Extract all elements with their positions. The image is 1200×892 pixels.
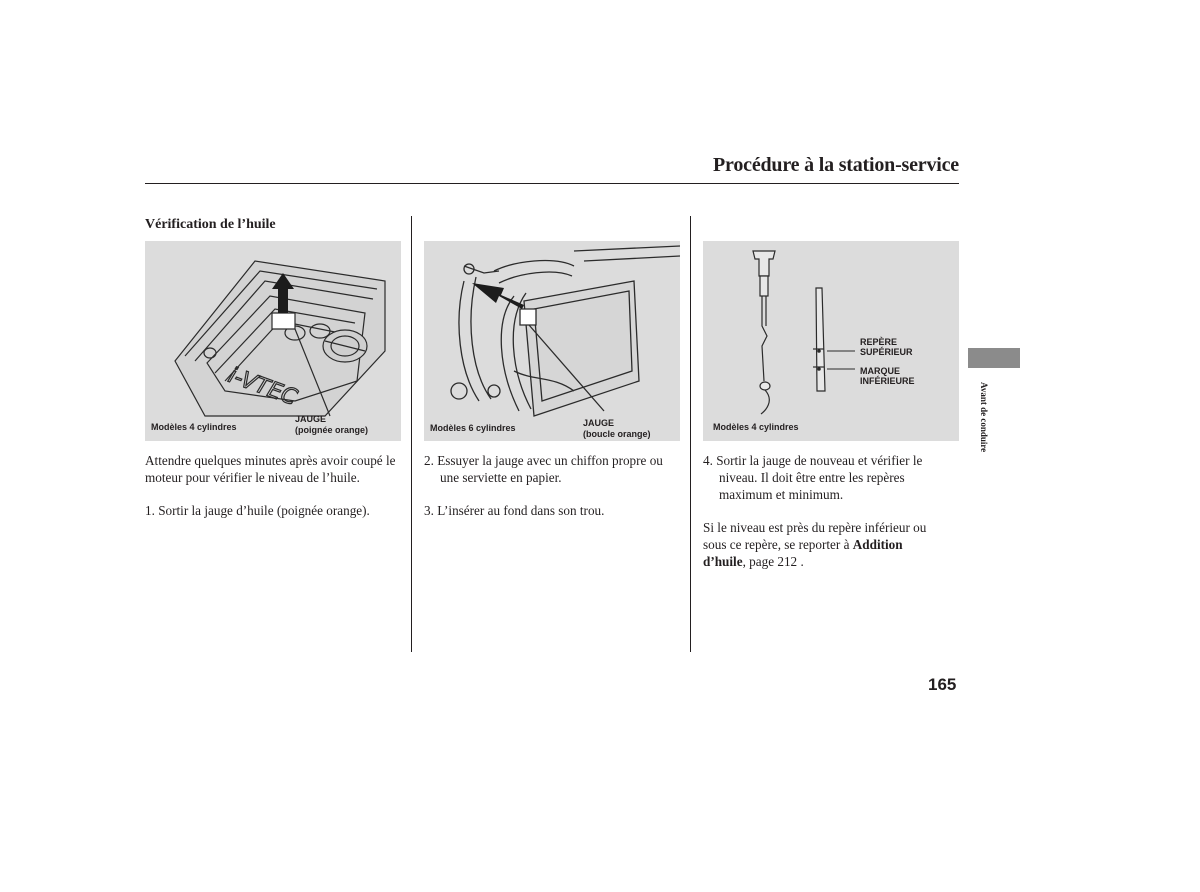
figure-caption-model: Modèles 4 cylindres [713, 422, 799, 432]
upper-mark-label-sub: SUPÉRIEUR [860, 347, 913, 357]
dipstick-label-sub: (poignée orange) [295, 425, 369, 435]
step-2: 2. Essuyer la jauge avec un chiffon propre ou [424, 453, 663, 468]
figure-dipstick [703, 241, 959, 441]
page-number: 165 [928, 675, 957, 694]
step-4-cont2: maximum et minimum. [719, 487, 844, 502]
figure-4cyl-engine [145, 241, 401, 441]
header-rule [145, 183, 959, 184]
section-heading: Vérification de l’huile [145, 217, 276, 232]
engine-4cyl-illustration [145, 241, 401, 441]
figure-caption-model: Modèles 4 cylindres [151, 422, 237, 432]
engine-6cyl-illustration [424, 241, 680, 441]
figure-caption-model: Modèles 6 cylindres [430, 423, 516, 433]
dipstick-label-sub: (boucle orange) [583, 429, 651, 439]
svg-text:i-VTEC: i-VTEC [224, 363, 301, 411]
note-page-ref: , page 212 . [742, 554, 804, 569]
note-text: Si le niveau est près du repère inférieur ou sous ce repère, se reporter à [703, 520, 927, 552]
step-4-cont: niveau. Il doit être entre les repères [719, 470, 905, 485]
column-divider-1 [411, 216, 412, 652]
column-divider-2 [690, 216, 691, 652]
lower-mark-label: MARQUE [860, 366, 900, 376]
step-2-cont: une serviette en papier. [440, 470, 562, 485]
step-3: 3. L’insérer au fond dans son trou. [424, 503, 605, 518]
note-paragraph [703, 519, 948, 570]
dipstick-label: JAUGE [583, 418, 615, 428]
oil-addition-link[interactable]: Addition d’huile [703, 537, 903, 569]
chapter-tab [968, 348, 1020, 368]
figure-6cyl-engine [424, 241, 680, 441]
step-4: 4. Sortir la jauge de nouveau et vérifier le [703, 453, 923, 468]
intro-paragraph: Attendre quelques minutes après avoir coupé le moteur pour vérifier le niveau de l’huile. [145, 453, 396, 485]
chapter-tab-label: Avant de conduire [979, 382, 989, 453]
upper-mark-label: REPÈRE [860, 337, 898, 347]
lower-mark-label-sub: INFÉRIEURE [860, 376, 915, 386]
page-title: Procédure à la station-service [713, 154, 959, 176]
step-1: 1. Sortir la jauge d’huile (poignée orange). [145, 503, 370, 518]
dipstick-illustration [703, 241, 959, 441]
dipstick-label: JAUGE [295, 414, 327, 424]
